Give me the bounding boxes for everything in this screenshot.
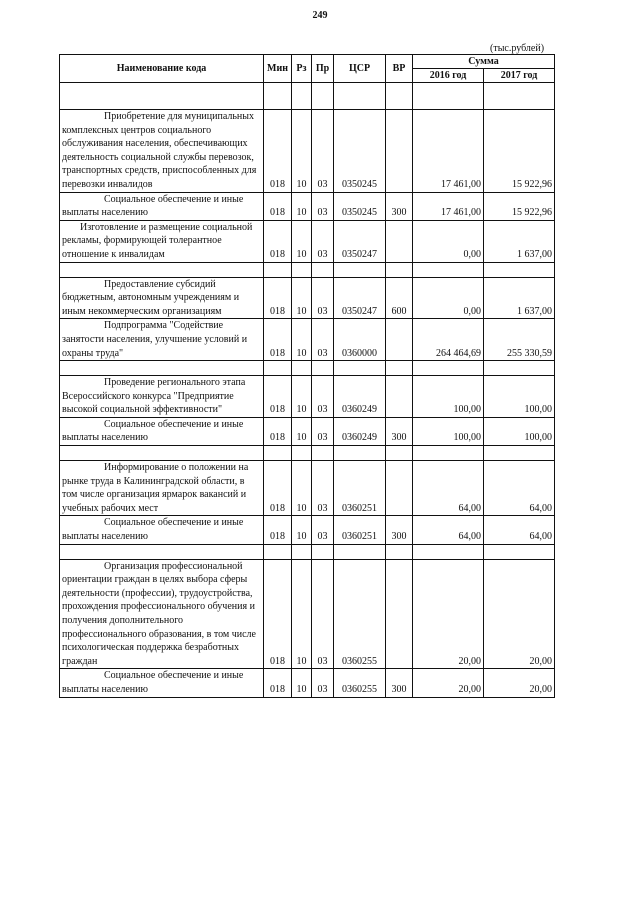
row-vr [386,461,413,516]
row-2017: 20,00 [484,669,555,697]
row-2017: 100,00 [484,376,555,418]
row-2017: 1 637,00 [484,220,555,262]
row-name: Социальное обеспечение и иные выплаты населению [60,192,264,220]
row-2016: 20,00 [413,559,484,669]
page-number: 249 [312,10,328,21]
row-vr: 300 [386,417,413,445]
row-rz: 10 [292,559,312,669]
row-csr: 0360249 [334,376,386,418]
row-name: Предоставление субсидий бюджетным, автономным учреждениям и иным некоммерческим организациям [60,277,264,319]
row-min: 018 [264,669,292,697]
row-pr: 03 [312,110,334,193]
row-name: Социальное обеспечение и иные выплаты населению [60,417,264,445]
table-row [60,220,555,262]
row-2016: 100,00 [413,376,484,418]
row-name: Социальное обеспечение и иные выплаты населению [60,516,264,544]
header-name: Наименование кода [60,55,264,83]
row-vr: 300 [386,669,413,697]
row-2017: 15 922,96 [484,192,555,220]
row-rz: 10 [292,220,312,262]
row-csr: 0360255 [334,559,386,669]
row-csr: 0360249 [334,417,386,445]
row-csr: 0360251 [334,461,386,516]
header-csr: ЦСР [334,55,386,83]
units-label: (тыс.рублей) [490,43,545,54]
row-2016: 64,00 [413,461,484,516]
row-vr: 300 [386,516,413,544]
header-pr: Пр [312,55,334,83]
row-min: 018 [264,110,292,193]
header-rz: Рз [292,55,312,83]
row-min: 018 [264,417,292,445]
row-csr: 0350245 [334,110,386,193]
header-vr: ВР [386,55,413,83]
row-pr: 03 [312,559,334,669]
row-min: 018 [264,192,292,220]
row-csr: 0360251 [334,516,386,544]
row-pr: 03 [312,417,334,445]
row-2016: 17 461,00 [413,110,484,193]
row-csr: 0350247 [334,220,386,262]
spacer-row [60,446,555,461]
row-2016: 64,00 [413,516,484,544]
row-rz: 10 [292,376,312,418]
row-csr: 0360000 [334,319,386,361]
header-2017: 2017 год [484,69,555,83]
row-2017: 255 330,59 [484,319,555,361]
table-row [60,516,555,544]
row-pr: 03 [312,376,334,418]
row-name: Изготовление и размещение социальной рекламы, формирующей толерантное отношение к инвалидам [60,220,264,262]
budget-table [59,54,555,698]
row-min: 018 [264,461,292,516]
row-rz: 10 [292,516,312,544]
row-vr [386,559,413,669]
row-csr: 0350247 [334,277,386,319]
row-pr: 03 [312,220,334,262]
row-pr: 03 [312,192,334,220]
row-2016: 264 464,69 [413,319,484,361]
row-name: Приобретение для муниципальных комплексных центров социального обслуживания населения, обеспечивающих деятельность социальной службы перевозок, транспортных средств, приспособленных для перевозки инвалидов [60,110,264,193]
row-2016: 0,00 [413,220,484,262]
row-name: Проведение регионального этапа Всероссийского конкурса "Предприятие высокой социальной эффективности" [60,376,264,418]
row-pr: 03 [312,516,334,544]
table-row [60,461,555,516]
row-pr: 03 [312,277,334,319]
row-2017: 64,00 [484,516,555,544]
row-name: Социальное обеспечение и иные выплаты населению [60,669,264,697]
row-name: Информирование о положении на рынке труда в Калининградской области, в том числе организация ярмарок вакансий и учебных рабочих мест [60,461,264,516]
table-row [60,669,555,697]
row-2016: 17 461,00 [413,192,484,220]
table-row [60,417,555,445]
row-vr [386,220,413,262]
row-rz: 10 [292,277,312,319]
spacer-row [60,361,555,376]
header-min: Мин [264,55,292,83]
row-min: 018 [264,220,292,262]
spacer-row [60,262,555,277]
row-pr: 03 [312,319,334,361]
row-2016: 0,00 [413,277,484,319]
row-2017: 20,00 [484,559,555,669]
row-2017: 1 637,00 [484,277,555,319]
row-name: Организация профессиональной ориентации граждан в целях выбора сферы деятельности (профессии), трудоустройства, прохождения профессионального обучения и получения дополнительного профессионального образования, в том числе психологическая поддержка безработных граждан [60,559,264,669]
table-row [60,559,555,669]
row-pr: 03 [312,461,334,516]
row-vr: 300 [386,192,413,220]
row-min: 018 [264,319,292,361]
row-rz: 10 [292,461,312,516]
spacer-row [60,83,555,110]
row-min: 018 [264,376,292,418]
table-row [60,277,555,319]
row-name: Подпрограмма "Содействие занятости населения, улучшение условий и охраны труда" [60,319,264,361]
row-2016: 100,00 [413,417,484,445]
row-vr: 600 [386,277,413,319]
table-row [60,110,555,193]
row-rz: 10 [292,417,312,445]
row-rz: 10 [292,110,312,193]
row-min: 018 [264,559,292,669]
row-min: 018 [264,516,292,544]
row-rz: 10 [292,192,312,220]
row-2016: 20,00 [413,669,484,697]
row-csr: 0360255 [334,669,386,697]
spacer-row [60,544,555,559]
row-vr [386,110,413,193]
row-rz: 10 [292,669,312,697]
table-row [60,376,555,418]
header-sum: Сумма [413,55,555,69]
row-2017: 64,00 [484,461,555,516]
row-csr: 0350245 [334,192,386,220]
row-min: 018 [264,277,292,319]
table-row [60,192,555,220]
row-2017: 100,00 [484,417,555,445]
table-row [60,319,555,361]
row-rz: 10 [292,319,312,361]
header-2016: 2016 год [413,69,484,83]
row-vr [386,319,413,361]
row-pr: 03 [312,669,334,697]
row-2017: 15 922,96 [484,110,555,193]
row-vr [386,376,413,418]
